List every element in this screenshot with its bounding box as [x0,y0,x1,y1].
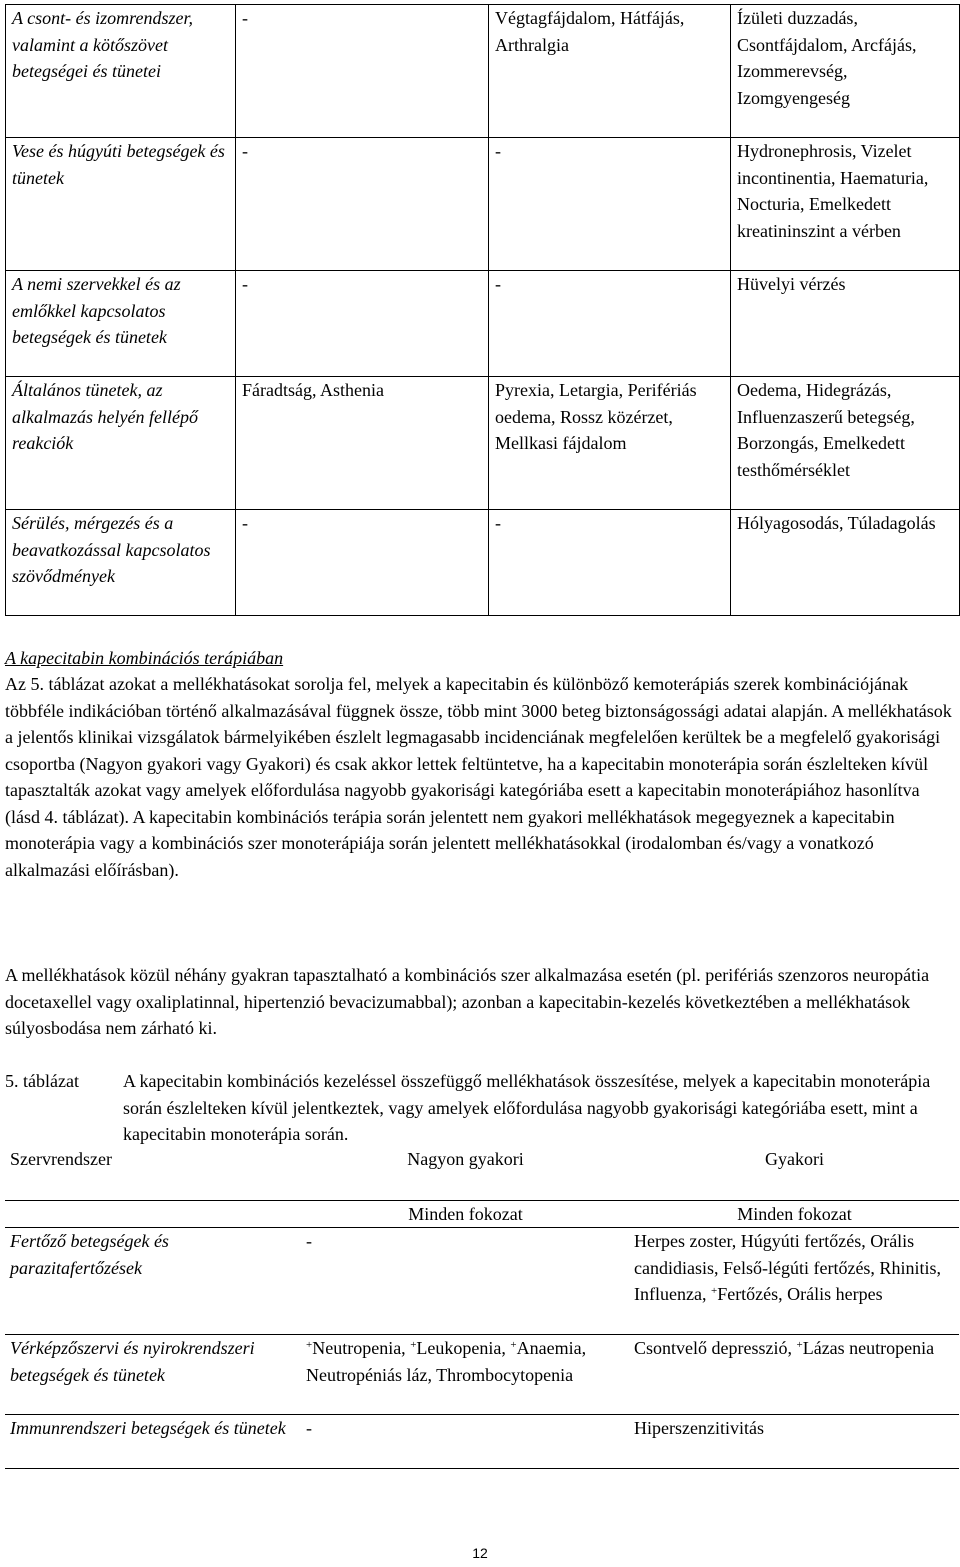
cell: Fáradtság, Asthenia [236,377,489,510]
cell: - [489,271,731,377]
table-caption-text: A kapecitabin kombinációs kezeléssel összefüggő mellékhatások összesítése, melyek a kapecitabin monoterápia során észlelteken kívül jelentkeztek, vagy amelyek előfordulása nagyobb gyakorisági kategóriába esett, mint a kapecitabin monoterápia során. [123,1071,931,1144]
column-header: Gyakori [629,1146,959,1200]
organ-system-cell: Fertőző betegségek és parazitafertőzések [5,1228,301,1335]
cell: Oedema, Hidegrázás, Influenzaszerű betegség, Borzongás, Emelkedett testhőmérséklet [731,377,960,510]
cell: - [236,5,489,138]
cell: Végtagfájdalom, Hátfájás, Arthralgia [489,5,731,138]
page-number: 12 [472,1545,488,1561]
organ-system-cell: Általános tünetek, az alkalmazás helyén fellépő reakciók [6,377,236,510]
cell: Hólyagosodás, Túladagolás [731,510,960,616]
column-header: Szervrendszer [5,1146,301,1200]
cell: - [301,1228,629,1335]
table-row [6,138,960,271]
cell: Csontvelő depresszió, +Lázas neutropenia [629,1335,959,1415]
cell: Herpes zoster, Húgyúti fertőzés, Orális candidiasis, Felső-légúti fertőzés, Rhinitis, Influenza, +Fertőzés, Orális herpes [629,1228,959,1335]
table-row [5,1335,959,1415]
table-row [6,510,960,616]
paragraph: Az 5. táblázat azokat a mellékhatásokat sorolja fel, melyek a kapecitabin és különböző kemoterápiás szerek kombinációjának többféle indikációban történő alkalmazásával függnek össze, több mint 3000 beteg biztonságossági adatai alapján. A mellékhatások a jelentős klinikai vizsgálatok bármelyikében észlelt legmagasabb incidenciának megfelelően kerültek be a megfelelő gyakorisági csoportba (Nagyon gyakori vagy Gyakori) és csak akkor lettek feltüntetve, ha a kapecitabin monoterápia során észlelteken kívül tapasztalták azokat vagy amelyek előfordulása nagyobb gyakorisági kategóriába esett a kapecitabin monoterápiához hasonlítva (lásd 4. táblázat). A kapecitabin kombinációs terápia során jelentett nem gyakori mellékhatások megegyeznek a kapecitabin monoterápia vagy a kombinációs szer monoterápiája során jelentett mellékhatásokkal (irodalomban és/vagy a vonatkozó alkalmazási előírásban). [5,674,952,880]
cell: Hiperszenzitivitás [629,1415,959,1469]
cell: Pyrexia, Letargia, Perifériás oedema, Rossz közérzet, Mellkasi fájdalom [489,377,731,510]
cell: - [236,271,489,377]
column-header: Nagyon gyakori [301,1146,629,1200]
organ-system-cell: Sérülés, mérgezés és a beavatkozással kapcsolatos szövődmények [6,510,236,616]
table-header-row [5,1146,959,1200]
combination-adverse-reactions-table [5,1146,959,1469]
table-number: 5. táblázat [5,1071,79,1091]
cell: Hydronephrosis, Vizelet incontinentia, Haematuria, Nocturia, Emelkedett kreatininszint a vérben [731,138,960,271]
column-subheader: Minden fokozat [629,1200,959,1228]
organ-system-cell: Vérképzőszervi és nyirokrendszeri betegségek és tünetek [5,1335,301,1415]
cell: - [301,1415,629,1469]
adverse-reactions-table-continued [5,4,960,616]
cell: Ízületi duzzadás, Csontfájdalom, Arcfájás, Izommerevség, Izomgyengeség [731,5,960,138]
organ-system-cell: Vese és húgyúti betegségek és tünetek [6,138,236,271]
organ-system-cell: A nemi szervekkel és az emlőkkel kapcsolatos betegségek és tünetek [6,271,236,377]
organ-system-cell: Immunrendszeri betegségek és tünetek [5,1415,301,1469]
table-row [6,377,960,510]
cell: - [489,138,731,271]
table-row [5,1415,959,1469]
paragraph: A mellékhatások közül néhány gyakran tapasztalható a kombinációs szer alkalmazása esetén (pl. perifériás szenzoros neuropátia docetaxellel vagy oxaliplatinnal, hipertenzió bevacizumabbal); azonban a kapecitabin-kezelés következtében a mellékhatások súlyosbodása nem zárható ki. [5,965,930,1038]
column-subheader [5,1200,301,1228]
table-row [6,271,960,377]
table-row [6,5,960,138]
cell: Hüvelyi vérzés [731,271,960,377]
column-subheader: Minden fokozat [301,1200,629,1228]
table-subheader-row [5,1200,959,1228]
cell: +Neutropenia, +Leukopenia, +Anaemia, Neutropéniás láz, Thrombocytopenia [301,1335,629,1415]
section-subheading: A kapecitabin kombinációs terápiában [5,648,284,668]
table-row [5,1228,959,1335]
organ-system-cell: A csont- és izomrendszer, valamint a kötőszövet betegségei és tünetei [6,5,236,138]
cell: - [236,138,489,271]
cell: - [489,510,731,616]
cell: - [236,510,489,616]
